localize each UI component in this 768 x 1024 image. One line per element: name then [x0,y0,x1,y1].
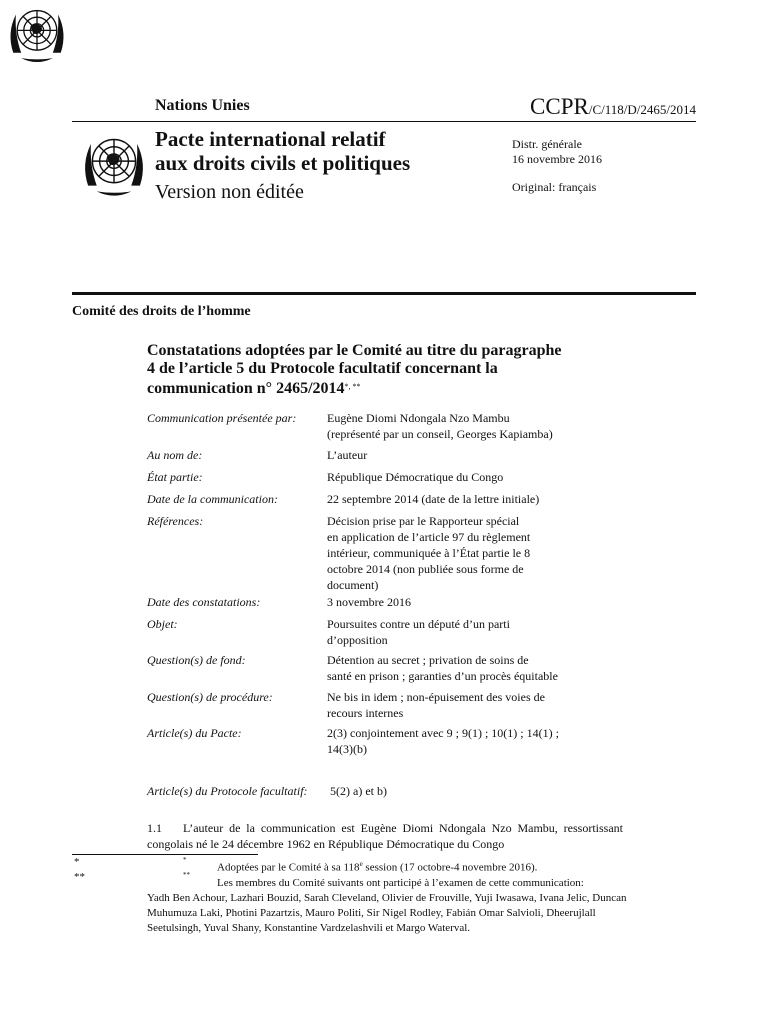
detail-label: Communication présentée par: [147,411,297,425]
footnote-inner-mark: * [183,856,187,864]
detail-label: Références: [147,514,204,528]
detail-label: Article(s) du Pacte: [147,726,242,740]
detail-label: Au nom de: [147,448,203,462]
distribution-label: Distr. générale [512,137,582,151]
footnote-2: Les membres du Comité suivants ont participé à l’examen de cette communication: [217,876,584,889]
footnote-reference: *, ** [344,382,361,391]
detail-value: L’auteur [327,448,368,462]
footnote-separator [72,854,258,855]
footnote-2-names: Yadh Ben Achour, Lazhari Bouzid, Sarah Cleveland, Olivier de Frouville, Yuji Iwasawa, Ivana Jelic, Duncan Muhumuza Laki, Photini Pazartzis, Mauro Politi, Sir Nigel Rodley, Fabián Omar Salvioli, Dheerujlall Seetulsingh, Yuval Shany, Konstantine Vardzelashvili et Margo Waterval. [147,891,627,934]
detail-label: Objet: [147,617,178,631]
paragraph-1-1 [147,820,623,852]
detail-label: Question(s) de procédure: [147,690,273,704]
detail-label: État partie: [147,470,203,484]
heading-line-text: communication n° 2465/2014 [147,380,345,397]
original-language: Original: français [512,180,597,194]
footnote-inner-mark: ** [183,871,190,879]
treaty-title-line: aux droits civils et politiques [155,151,411,175]
distribution-block [512,137,602,167]
detail-value: Décision prise par le Rapporteur spécial en application de l’article 97 du règlement intérieur, communiquée à l’État partie le 8 octobre 2014 (non publiée sous forme de document) [327,514,531,592]
un-emblem-icon [78,128,150,200]
detail-value: Ne bis in idem ; non-épuisement des voies de recours internes [327,690,545,720]
footnote-mark: ** [74,871,85,883]
heading-line [147,378,647,398]
footnote-text: session (17 octobre-4 novembre 2016). [362,861,538,874]
treaty-title-line: Pacte international relatif [155,127,386,151]
un-emblem-icon [4,0,70,66]
footnote-1 [147,857,627,876]
paragraph-text: L’auteur de la communication est Eugène Diomi Ndongala Nzo Mambu, ressortissant congolais né le 24 décembre 1962 en République Démocratique du Congo [147,821,623,851]
detail-value: Eugène Diomi Ndongala Nzo Mambu (représenté par un conseil, Georges Kapiamba) [327,411,553,441]
detail-value: 22 septembre 2014 (date de la lettre initiale) [327,492,540,506]
detail-label: Question(s) de fond: [147,653,246,667]
document-heading [147,342,647,398]
detail-value: 3 novembre 2016 [327,595,411,609]
treaty-title [155,127,495,175]
footnote-text: Adoptées par le Comité à sa 118 [217,861,360,874]
section-rule [72,292,696,295]
paragraph-number: 1.1 [147,821,162,835]
footnote-superscript: e [359,860,363,868]
detail-value: Poursuites contre un député d’un parti d’opposition [327,617,510,647]
symbol-suffix: /C/118/D/2465/2014 [588,102,696,117]
organization-name: Nations Unies [155,97,250,114]
detail-value: République Démocratique du Congo [327,470,504,484]
document-symbol [530,94,696,120]
committee-name: Comité des droits de l’homme [72,304,251,319]
footnote-mark: * [74,856,80,868]
heading-line: 4 de l’article 5 du Protocole facultatif concernant la [147,360,498,377]
detail-value: 2(3) conjointement avec 9 ; 9(1) ; 10(1) ; 14(1) ; 14(3)(b) [327,726,559,756]
version-note: Version non éditée [155,181,304,203]
document-date: 16 novembre 2016 [512,152,602,166]
detail-label: Date de la communication: [147,492,278,506]
symbol-prefix: CCPR [530,94,589,119]
detail-row [147,410,607,442]
header-rule [72,121,696,122]
detail-value: Détention au secret ; privation de soins de santé en prison ; garanties d’un procès équitable [327,653,558,683]
detail-label: Date des constatations: [147,595,261,609]
detail-label: Article(s) du Protocole facultatif: [147,784,308,798]
footnotes [147,857,627,936]
heading-line: Constatations adoptées par le Comité au titre du paragraphe [147,342,562,359]
detail-value: 5(2) a) et b) [330,784,387,798]
